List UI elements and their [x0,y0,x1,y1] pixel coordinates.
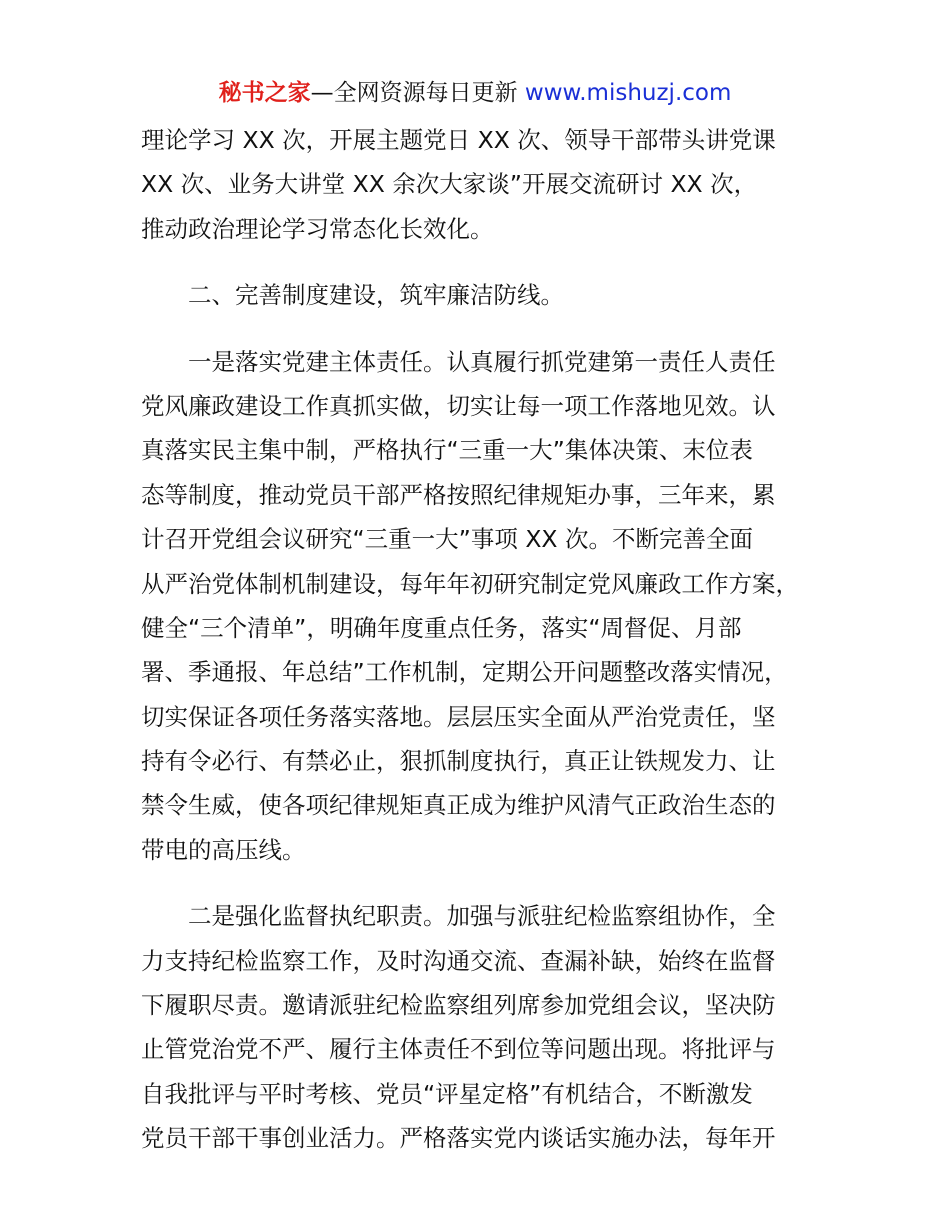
text-line: XX 次、业务大讲堂 XX 余次大家谈”开展交流研讨 XX 次， [141,170,758,199]
header-tagline: —全网资源每日更新 [310,80,518,106]
text-line: 禁令生威，使各项纪律规矩真正成为维护风清气正政治生态的 [141,791,776,820]
text-line: 二是强化监督执纪职责。加强与派驻纪检监察组协作，全 [188,902,776,931]
paragraph-gap [141,318,813,340]
site-url[interactable]: www.mishuzj.com [517,80,732,106]
text-line: 理论学习 XX 次，开展主题党日 XX 次、领导干部带头讲党课 [141,126,776,154]
text-line: 署、季通报、年总结”工作机制，定期公开问题整改落实情况， [141,658,788,687]
section-heading: 二、完善制度建设，筑牢廉洁防线。 [188,281,564,310]
paragraph-3 [141,894,813,1160]
text-line: 党员干部干事创业活力。严格落实党内谈话实施办法，每年开 [141,1124,776,1153]
paragraph-2 [141,340,813,873]
text-line: 从严治党体制机制建设，每年年初研究制定党风廉政工作方案， [141,569,799,598]
text-line: 持有令必行、有禁必止，狠抓制度执行，真正让铁规发力、让 [141,747,776,776]
brand-name: 秘书之家 [218,80,311,106]
text-line: 切实保证各项任务落实落地。层层压实全面从严治党责任，坚 [141,702,776,731]
text-line: 党风廉政建设工作真抓实做，切实让每一项工作落地见效。认 [141,391,776,420]
text-line: 真落实民主集中制，严格执行“三重一大”集体决策、末位表 [141,436,753,465]
text-line: 一是落实党建主体责任。认真履行抓党建第一责任人责任 [188,347,776,376]
document-body [141,118,813,1161]
text-line: 计召开党组会议研究“三重一大”事项 XX 次。不断完善全面 [141,525,753,554]
text-line: 健全“三个清单”，明确年度重点任务，落实“周督促、月部 [141,613,742,642]
paragraph-gap [141,251,813,273]
paragraph-1 [141,118,813,251]
page-header [0,76,950,110]
text-line: 推动政治理论学习常态化长效化。 [141,214,494,243]
text-line: 力支持纪检监察工作，及时沟通交流、查漏补缺，始终在监督 [141,946,776,975]
text-line: 带电的高压线。 [141,835,306,864]
text-line: 态等制度，推动党员干部严格按照纪律规矩办事，三年来，累 [141,480,776,509]
text-line: 自我批评与平时考核、党员“评星定格”有机结合，不断激发 [141,1079,753,1108]
paragraph-gap [141,872,813,894]
text-line: 止管党治党不严、履行主体责任不到位等问题出现。将批评与 [141,1035,776,1064]
text-line: 下履职尽责。邀请派驻纪检监察组列席参加党组会议，坚决防 [141,991,776,1020]
